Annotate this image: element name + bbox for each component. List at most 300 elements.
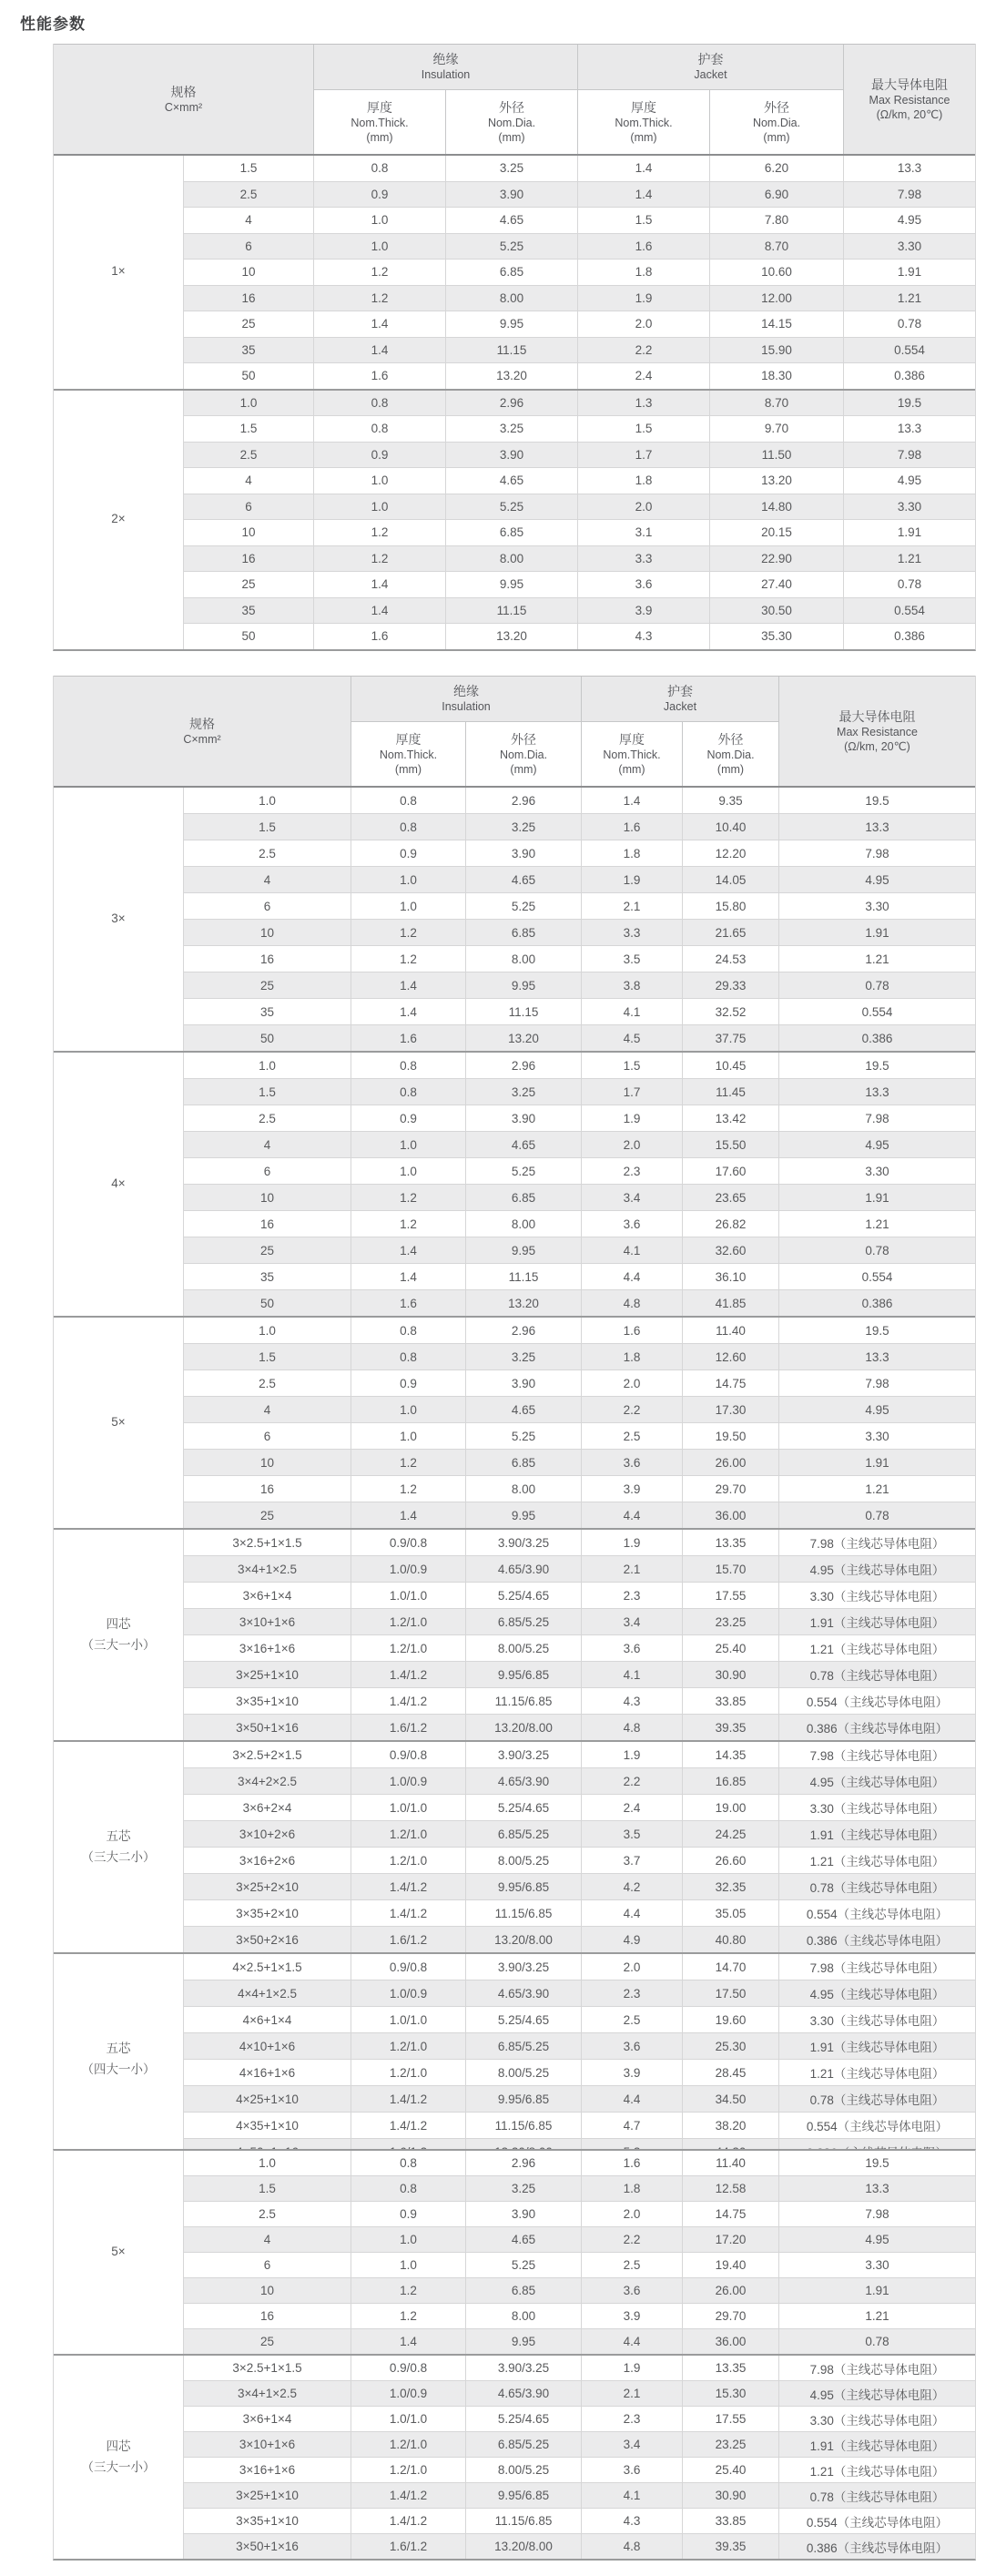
subheader-insulation-thickness-cell: 厚度 Nom.Thick. (mm) [351,721,465,786]
cell-insulation-diameter: 5.25 [465,893,581,919]
cell-jacket-diameter: 10.60 [709,260,843,285]
cell-max-resistance: 0.78（主线芯导体电阻） [778,1662,975,1687]
cell-insulation-diameter: 13.20/8.00 [465,2534,581,2559]
cell-insulation-thickness: 1.0/0.9 [351,1556,465,1582]
cell-max-resistance: 1.21 [778,1211,975,1237]
cell-insulation-thickness: 0.9 [351,2202,465,2226]
table-row [183,1635,975,1662]
table-row [183,2151,975,2176]
cell-jacket-diameter: 12.58 [682,2176,778,2201]
cell-size: 3×10+1×6 [183,1609,351,1634]
cell-size: 4 [183,468,313,494]
cell-insulation-diameter: 6.85 [465,1450,581,1475]
table-row [183,2432,975,2458]
cell-max-resistance: 0.386 [778,1025,975,1051]
cell-jacket-thickness: 2.0 [581,1132,682,1157]
cell-jacket-thickness: 2.1 [581,893,682,919]
cell-size: 3×6+1×4 [183,2407,351,2431]
cell-jacket-diameter: 19.00 [682,1795,778,1820]
cell-size: 3×35+1×10 [183,2509,351,2533]
cell-size: 16 [183,1211,351,1237]
group-label [54,2356,183,2559]
cell-insulation-thickness: 1.6 [313,624,445,649]
cell-jacket-thickness: 1.8 [577,468,709,494]
cell-insulation-thickness: 1.6 [351,1025,465,1051]
cell-jacket-diameter: 28.45 [682,2060,778,2085]
cell-size: 1.5 [183,156,313,181]
table-row [183,1237,975,1264]
cell-insulation-thickness: 1.0/1.0 [351,2007,465,2032]
table-section [54,156,975,391]
cell-jacket-thickness: 2.5 [581,2253,682,2277]
table-row [183,1848,975,1874]
cell-jacket-diameter: 33.85 [682,1688,778,1714]
cell-jacket-thickness: 3.4 [581,1185,682,1210]
cell-insulation-diameter: 9.95 [465,972,581,998]
table-row [183,286,975,312]
cell-jacket-thickness: 4.8 [581,1715,682,1740]
group-label-main: 五芯 [106,2041,131,2055]
table-header [54,676,975,788]
cell-insulation-diameter: 13.20 [465,1290,581,1316]
cell-jacket-diameter: 36.00 [682,2329,778,2354]
cell-insulation-thickness: 0.8 [313,156,445,181]
table-row [183,520,975,546]
cell-jacket-thickness: 1.5 [577,208,709,233]
cell-size: 4 [183,1397,351,1422]
cell-insulation-diameter: 3.25 [465,1079,581,1105]
cell-jacket-thickness: 1.6 [581,1318,682,1343]
cell-jacket-diameter: 25.40 [682,1635,778,1661]
cell-jacket-thickness: 2.4 [577,363,709,389]
cell-jacket-diameter: 11.50 [709,443,843,468]
table-row [183,1530,975,1556]
table-row [183,1583,975,1609]
cell-max-resistance: 19.5 [843,391,975,416]
cell-insulation-thickness: 1.4 [313,598,445,624]
cell-max-resistance: 0.78 [778,1502,975,1528]
table-row [183,443,975,469]
cell-insulation-diameter: 3.90/3.25 [465,1742,581,1767]
cell-size: 3×6+2×4 [183,1795,351,1820]
cell-size: 50 [183,624,313,649]
cell-jacket-thickness: 2.0 [581,2202,682,2226]
cell-insulation-thickness: 0.9/0.8 [351,1954,465,1980]
cell-jacket-diameter: 22.90 [709,546,843,572]
cell-insulation-diameter: 13.20/8.00 [465,1715,581,1740]
cell-jacket-diameter: 17.20 [682,2227,778,2252]
group-label [54,788,183,1051]
table-row [183,1476,975,1502]
group-label [54,1742,183,1952]
table-row [183,156,975,182]
cell-jacket-diameter: 15.70 [682,1556,778,1582]
cell-jacket-thickness: 4.4 [581,2086,682,2112]
cell-jacket-diameter: 38.20 [682,2113,778,2138]
cell-size: 3×35+1×10 [183,1688,351,1714]
cell-jacket-thickness: 4.3 [581,2509,682,2533]
cell-jacket-thickness: 1.9 [581,1742,682,1767]
cell-insulation-diameter: 9.95/6.85 [465,2086,581,2112]
table-row [183,572,975,598]
cell-insulation-thickness: 1.0 [313,494,445,520]
group-label-main: 五芯 [106,1828,131,1843]
cell-jacket-thickness: 1.7 [581,1079,682,1105]
cell-max-resistance: 0.386 [843,624,975,649]
cell-jacket-diameter: 13.20 [709,468,843,494]
cell-jacket-diameter: 10.40 [682,814,778,840]
cell-insulation-thickness: 1.2 [351,2278,465,2303]
table-row [183,999,975,1025]
cell-insulation-diameter: 9.95 [465,1237,581,1263]
cell-insulation-diameter: 4.65 [445,468,577,494]
cell-jacket-diameter: 17.55 [682,2407,778,2431]
cell-jacket-diameter: 11.45 [682,1079,778,1105]
table-row [183,1795,975,1821]
cell-jacket-thickness: 3.1 [577,520,709,545]
cell-size: 3×6+1×4 [183,1583,351,1608]
cell-jacket-diameter: 39.35 [682,1715,778,1740]
section-rows [183,2151,975,2354]
cell-insulation-diameter: 5.25 [465,1158,581,1184]
header-spec-zh: 规格 [170,84,197,99]
cell-size: 16 [183,2304,351,2328]
cell-insulation-diameter: 6.85/5.25 [465,1821,581,1847]
cell-insulation-thickness: 0.9/0.8 [351,1742,465,1767]
cell-jacket-diameter: 13.35 [682,1530,778,1555]
cell-insulation-thickness: 1.0 [351,1158,465,1184]
table-row [183,867,975,893]
cell-size: 35 [183,999,351,1024]
cell-insulation-thickness: 1.4/1.2 [351,1688,465,1714]
cell-jacket-thickness: 2.2 [581,1397,682,1422]
cell-size: 35 [183,1264,351,1289]
cell-max-resistance: 4.95（主线芯导体电阻） [778,1980,975,2006]
cell-size: 10 [183,2278,351,2303]
table-row [183,1715,975,1740]
cell-max-resistance: 4.95 [778,1132,975,1157]
cell-max-resistance: 0.386 [778,1290,975,1316]
cell-jacket-thickness: 3.3 [581,920,682,945]
cell-jacket-diameter: 12.60 [682,1344,778,1369]
cell-jacket-thickness: 4.4 [581,1264,682,1289]
header-jacket-cell: 护套 Jacket [581,677,778,721]
cell-jacket-thickness: 2.3 [581,1158,682,1184]
cell-jacket-thickness: 1.5 [577,416,709,442]
header-insulation-cell: 绝缘 Insulation [351,677,581,721]
table-row [183,1025,975,1051]
cell-jacket-diameter: 17.55 [682,1583,778,1608]
group-label-note: （三大二小） [81,1849,156,1864]
cell-insulation-thickness: 1.2 [351,2304,465,2328]
group-label [54,1318,183,1528]
cell-jacket-diameter: 26.82 [682,1211,778,1237]
table-row [183,1318,975,1344]
cell-insulation-diameter: 3.25 [445,416,577,442]
cell-size: 1.0 [183,2151,351,2175]
cell-max-resistance: 13.3 [843,416,975,442]
cell-jacket-thickness: 4.4 [581,1900,682,1926]
table-row [183,208,975,234]
cell-size: 3×16+1×6 [183,1635,351,1661]
cell-jacket-thickness: 2.1 [581,2381,682,2406]
table-row [183,494,975,521]
table-row [183,1344,975,1370]
cell-jacket-thickness: 1.9 [581,2356,682,2380]
cell-insulation-diameter: 8.00 [465,946,581,972]
table-row [183,2060,975,2086]
cell-jacket-thickness: 2.2 [581,2227,682,2252]
cell-jacket-thickness: 1.4 [577,182,709,208]
table-row [183,1370,975,1397]
cell-jacket-thickness: 2.1 [581,1556,682,1582]
cell-jacket-thickness: 1.6 [581,2151,682,2175]
cell-insulation-thickness: 1.0/1.0 [351,1795,465,1820]
cell-size: 25 [183,572,313,597]
cell-max-resistance: 1.91（主线芯导体电阻） [778,1609,975,1634]
cell-jacket-thickness: 3.5 [581,946,682,972]
cell-insulation-diameter: 13.20/8.00 [465,1927,581,1952]
cell-jacket-thickness: 3.6 [581,1635,682,1661]
table-row [183,1105,975,1132]
table-row [183,1821,975,1848]
cell-size: 2.5 [183,443,313,468]
cell-insulation-diameter: 6.85 [465,1185,581,1210]
cell-max-resistance: 4.95 [778,2227,975,2252]
cell-insulation-diameter: 2.96 [465,1318,581,1343]
section-rows [183,156,975,389]
table-row [183,2534,975,2559]
cell-insulation-diameter: 4.65/3.90 [465,1556,581,1582]
cell-max-resistance: 1.21 [843,286,975,311]
cell-max-resistance: 1.91（主线芯导体电阻） [778,1821,975,1847]
cell-max-resistance: 0.554 [843,338,975,363]
cell-max-resistance: 1.21 [778,946,975,972]
cell-size: 16 [183,546,313,572]
cell-insulation-diameter: 5.25/4.65 [465,2007,581,2032]
table-row [183,1556,975,1583]
subheader-insulation-thickness-cell: 厚度 Nom.Thick. (mm) [313,89,445,154]
cell-insulation-thickness: 1.0 [351,2227,465,2252]
cell-insulation-thickness: 1.6/1.2 [351,1715,465,1740]
cell-insulation-diameter: 3.25 [465,814,581,840]
cell-max-resistance: 1.21 [778,1476,975,1502]
table-row [183,1397,975,1423]
cell-max-resistance: 4.95（主线芯导体电阻） [778,1768,975,1794]
cell-insulation-diameter: 9.95/6.85 [465,1662,581,1687]
cell-insulation-thickness: 0.8 [351,788,465,813]
cell-jacket-diameter: 13.35 [682,2356,778,2380]
group-label-main: 5× [111,1415,126,1430]
cell-insulation-thickness: 1.4/1.2 [351,1874,465,1899]
cell-jacket-diameter: 30.90 [682,2483,778,2508]
table-row [183,1768,975,1795]
cell-jacket-thickness: 2.2 [581,1768,682,1794]
cell-insulation-thickness: 1.0/0.9 [351,1980,465,2006]
cell-size: 1.5 [183,2176,351,2201]
cell-jacket-thickness: 1.9 [581,1105,682,1131]
cell-max-resistance: 4.95（主线芯导体电阻） [778,1556,975,1582]
cell-jacket-diameter: 36.00 [682,1502,778,1528]
cell-size: 16 [183,946,351,972]
cell-insulation-diameter: 5.25/4.65 [465,1583,581,1608]
cell-jacket-thickness: 4.4 [581,2329,682,2354]
table-section [54,2356,975,2559]
cell-size: 3×2.5+1×1.5 [183,2356,351,2380]
cell-insulation-diameter: 13.20 [445,624,577,649]
cell-size: 35 [183,338,313,363]
cell-size: 3×16+1×6 [183,2458,351,2482]
group-label-main: 四芯 [106,2439,131,2453]
cell-insulation-thickness: 1.4 [351,1502,465,1528]
subheader-insulation-diameter-cell: 外径 Nom.Dia. (mm) [445,89,577,154]
table-row [183,2033,975,2060]
cell-max-resistance: 13.3 [843,156,975,181]
cell-jacket-diameter: 20.15 [709,520,843,545]
cell-jacket-diameter: 8.70 [709,391,843,416]
cell-insulation-thickness: 1.2/1.0 [351,2432,465,2457]
cell-insulation-thickness: 1.2 [313,546,445,572]
cell-jacket-diameter: 39.35 [682,2534,778,2559]
table-row [183,1290,975,1316]
cell-insulation-diameter: 3.90/3.25 [465,2356,581,2380]
cell-jacket-diameter: 8.70 [709,234,843,260]
cell-jacket-thickness: 3.4 [581,1609,682,1634]
cell-jacket-diameter: 14.75 [682,2202,778,2226]
cell-size: 50 [183,363,313,389]
cell-jacket-thickness: 4.1 [581,1662,682,1687]
cell-size: 10 [183,1185,351,1210]
cell-jacket-diameter: 29.70 [682,2304,778,2328]
cell-max-resistance: 13.3 [778,1079,975,1105]
table-row [183,2458,975,2483]
table-row [183,946,975,972]
cell-insulation-thickness: 0.9/0.8 [351,2356,465,2380]
cell-jacket-thickness: 1.7 [577,443,709,468]
group-label [54,1053,183,1316]
cell-insulation-thickness: 1.0 [313,208,445,233]
cell-size: 3×2.5+2×1.5 [183,1742,351,1767]
cell-insulation-diameter: 8.00/5.25 [465,1635,581,1661]
cell-jacket-diameter: 17.60 [682,1158,778,1184]
cell-jacket-diameter: 11.40 [682,2151,778,2175]
cell-max-resistance: 1.91 [778,920,975,945]
table-row [183,311,975,338]
cell-insulation-thickness: 1.0/0.9 [351,1768,465,1794]
cell-max-resistance: 1.21 [843,546,975,572]
table-row [183,468,975,494]
cell-size: 2.5 [183,182,313,208]
cell-size: 2.5 [183,840,351,866]
cell-insulation-thickness: 0.9 [351,1105,465,1131]
cell-insulation-thickness: 1.2/1.0 [351,1635,465,1661]
header-spec-cell: 规格 C×mm² [54,677,351,786]
cell-max-resistance: 3.30（主线芯导体电阻） [778,1795,975,1820]
table-row [183,416,975,443]
cell-size: 3×2.5+1×1.5 [183,1530,351,1555]
table-row [183,2086,975,2113]
cell-jacket-diameter: 35.05 [682,1900,778,1926]
table-header [54,44,975,156]
cell-max-resistance: 0.554（主线芯导体电阻） [778,2113,975,2138]
cell-jacket-thickness: 2.0 [577,494,709,520]
cell-max-resistance: 0.554（主线芯导体电阻） [778,1688,975,1714]
header-resistance-cell: 最大导体电阻 Max Resistance (Ω/km, 20℃) [778,677,975,786]
cell-insulation-diameter: 2.96 [465,1053,581,1078]
table-row [183,182,975,209]
cell-insulation-diameter: 4.65/3.90 [465,1768,581,1794]
cell-insulation-thickness: 0.8 [351,1053,465,1078]
cell-insulation-diameter: 6.85/5.25 [465,2033,581,2059]
table-row [183,546,975,573]
cell-insulation-diameter: 6.85/5.25 [465,2432,581,2457]
cell-insulation-thickness: 1.0 [313,234,445,260]
cell-jacket-diameter: 24.25 [682,1821,778,1847]
cell-jacket-thickness: 1.8 [581,1344,682,1369]
cell-jacket-diameter: 32.35 [682,1874,778,1899]
cell-insulation-diameter: 4.65/3.90 [465,1980,581,2006]
cell-insulation-diameter: 3.90 [465,1105,581,1131]
cell-max-resistance: 4.95 [778,867,975,892]
cell-jacket-thickness: 3.6 [581,2033,682,2059]
cell-insulation-diameter: 11.15 [465,1264,581,1289]
cell-jacket-diameter: 6.90 [709,182,843,208]
cell-jacket-diameter: 14.70 [682,1954,778,1980]
table-row [183,1609,975,1635]
cell-insulation-thickness: 1.2 [351,920,465,945]
cell-max-resistance: 0.78（主线芯导体电阻） [778,1874,975,1899]
table-row [183,1423,975,1450]
cell-insulation-diameter: 5.25/4.65 [465,1795,581,1820]
cell-size: 4 [183,1132,351,1157]
cell-jacket-thickness: 2.0 [581,1370,682,1396]
cell-max-resistance: 0.554（主线芯导体电阻） [778,1900,975,1926]
cell-insulation-diameter: 9.95 [465,1502,581,1528]
table-row [183,972,975,999]
header-jacket-cell: 护套 Jacket [577,45,843,89]
table-row [183,1185,975,1211]
cell-jacket-diameter: 15.30 [682,2381,778,2406]
cell-size: 1.5 [183,814,351,840]
cell-size: 6 [183,2253,351,2277]
cell-jacket-diameter: 19.60 [682,2007,778,2032]
table-section [54,1318,975,1530]
cell-max-resistance: 0.78 [778,972,975,998]
cell-max-resistance: 13.3 [778,1344,975,1369]
cell-jacket-thickness: 1.9 [581,867,682,892]
cell-insulation-thickness: 1.6/1.2 [351,2534,465,2559]
cell-insulation-thickness: 1.2 [351,1450,465,1475]
cell-jacket-thickness: 2.4 [581,1795,682,1820]
cell-insulation-thickness: 0.9 [313,182,445,208]
cell-insulation-diameter: 3.90 [445,443,577,468]
cell-size: 3×50+1×16 [183,2534,351,2559]
cell-jacket-diameter: 29.33 [682,972,778,998]
table-row [183,788,975,814]
cell-size: 10 [183,260,313,285]
cell-jacket-diameter: 40.80 [682,1927,778,1952]
cell-jacket-diameter: 30.90 [682,1662,778,1687]
section-rows [183,1053,975,1316]
cell-jacket-thickness: 3.6 [581,1450,682,1475]
table-row [183,2381,975,2407]
cell-max-resistance: 0.386（主线芯导体电阻） [778,2534,975,2559]
cell-insulation-thickness: 0.8 [351,1318,465,1343]
cell-max-resistance: 1.21（主线芯导体电阻） [778,1635,975,1661]
cell-max-resistance: 0.554 [778,1264,975,1289]
cell-jacket-diameter: 15.80 [682,893,778,919]
cell-max-resistance: 19.5 [778,788,975,813]
